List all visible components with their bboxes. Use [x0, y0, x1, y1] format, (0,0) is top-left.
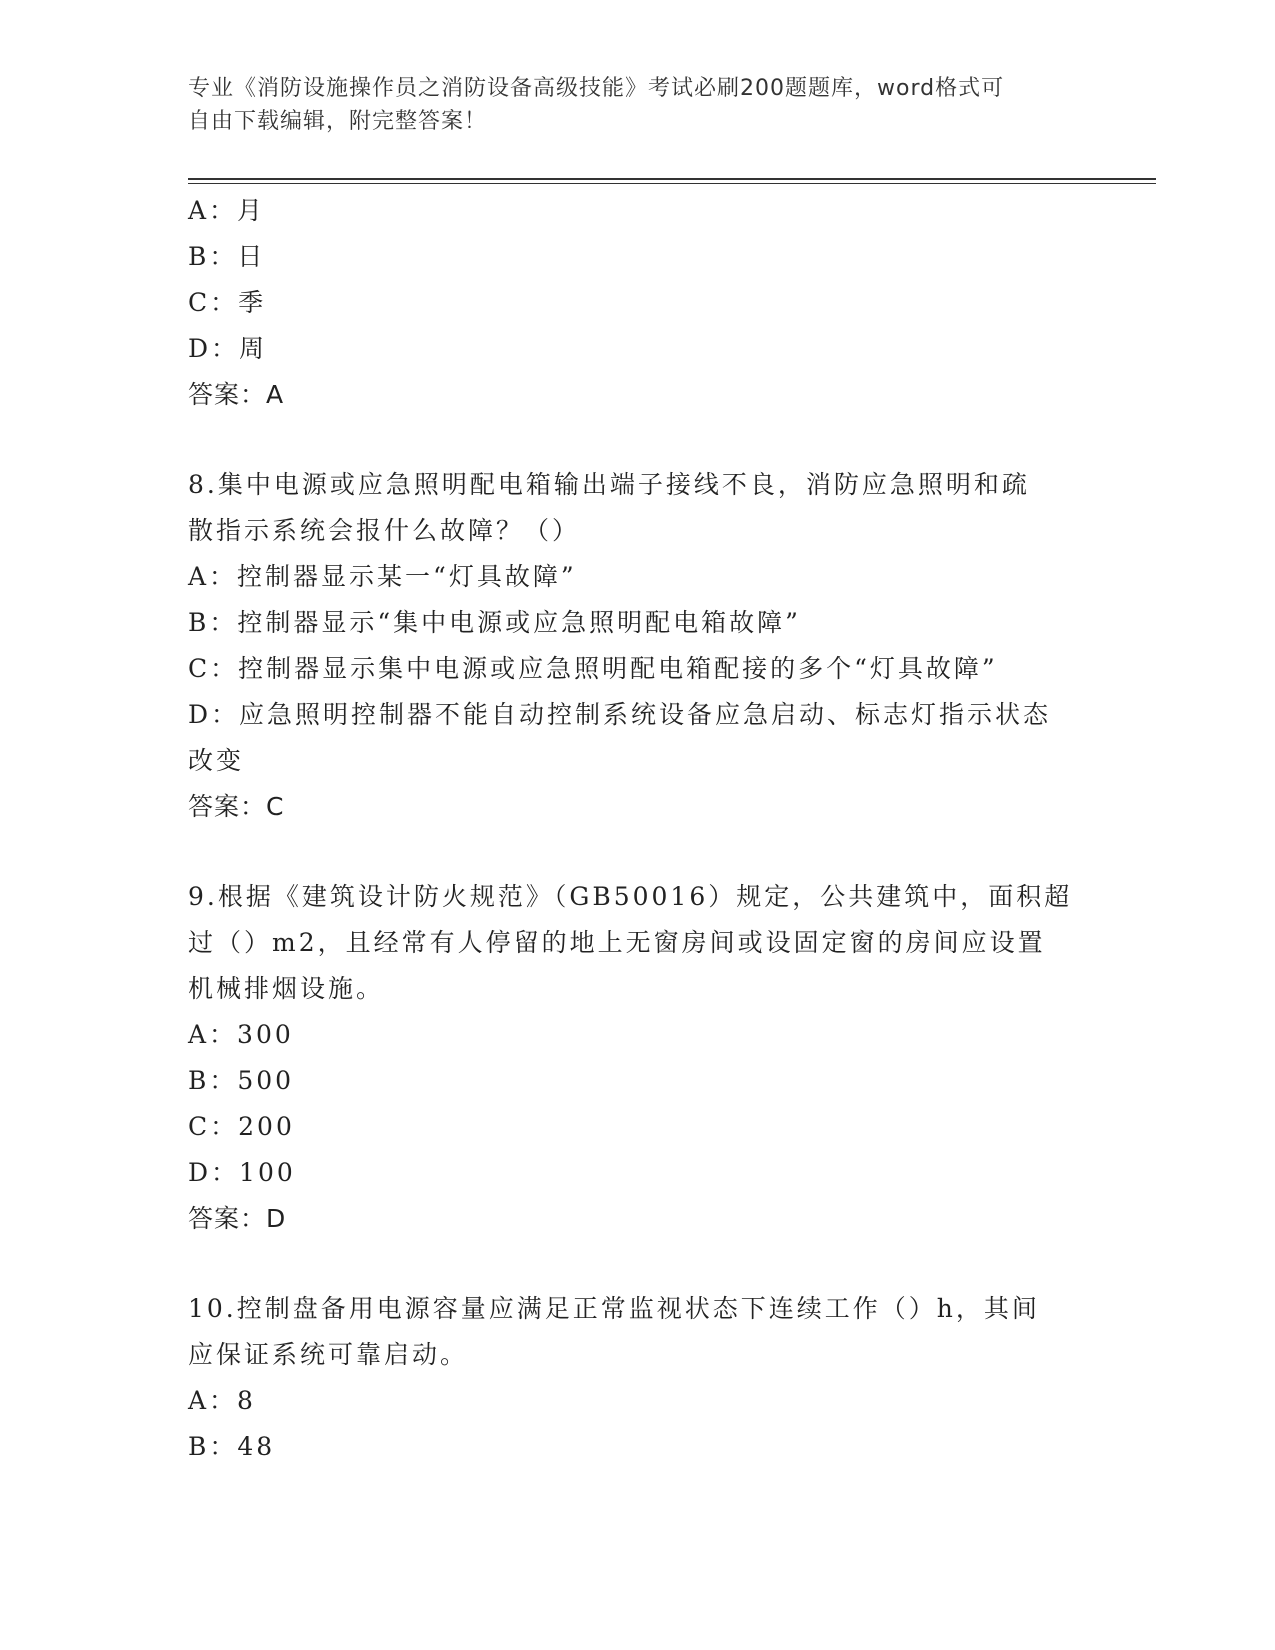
question-8 — [188, 462, 1088, 830]
option-b: B：控制器显示“集中电源或应急照明配电箱故障” — [188, 608, 801, 637]
option-b: B：日 — [188, 242, 266, 271]
question-10 — [188, 1286, 1088, 1470]
option-b: B：500 — [188, 1066, 295, 1095]
question-title-line-1: 9.根据《建筑设计防火规范》（GB50016）规定，公共建筑中，面积超 — [188, 882, 1073, 911]
question-title-line-2: 过（）m2，且经常有人停留的地上无窗房间或设固定窗的房间应设置 — [188, 928, 1046, 957]
option-a: A：控制器显示某一“灯具故障” — [188, 562, 577, 591]
question-9 — [188, 874, 1088, 1242]
option-d: D：周 — [188, 334, 268, 363]
option-c: C：控制器显示集中电源或应急照明配电箱配接的多个“灯具故障” — [188, 654, 998, 683]
answer: 答案：C — [188, 792, 285, 821]
question-title-line-2: 应保证系统可靠启动。 — [188, 1340, 469, 1369]
option-a: A：月 — [188, 196, 266, 225]
option-a: A：300 — [188, 1020, 294, 1049]
spacer — [188, 1242, 1088, 1286]
option-c: C：季 — [188, 288, 267, 317]
header-rule-thin — [188, 183, 1156, 184]
question-title-line-2: 散指示系统会报什么故障？（） — [188, 516, 581, 545]
answer: 答案：D — [188, 1204, 287, 1233]
option-d: D：应急照明控制器不能自动控制系统设备应急启动、标志灯指示状态 — [188, 700, 1052, 729]
question-title-line-1: 8.集中电源或应急照明配电箱输出端子接线不良，消防应急照明和疏 — [188, 470, 1030, 499]
header-line-2: 自由下载编辑，附完整答案！ — [188, 109, 488, 134]
answer: 答案：A — [188, 380, 285, 409]
question-title-line-3: 机械排烟设施。 — [188, 974, 385, 1003]
spacer — [188, 830, 1088, 874]
option-b: B：48 — [188, 1432, 276, 1461]
document-header — [188, 72, 1068, 138]
header-rule-thick — [188, 178, 1156, 180]
spacer — [188, 418, 1088, 462]
option-a: A：8 — [188, 1386, 256, 1415]
question-title-line-1: 10.控制盘备用电源容量应满足正常监视状态下连续工作（）h，其间 — [188, 1294, 1040, 1323]
header-line-1: 专业《消防设施操作员之消防设备高级技能》考试必刷200题题库，word格式可 — [188, 76, 1005, 101]
option-d: D：100 — [188, 1158, 296, 1187]
option-d-continuation: 改变 — [188, 746, 245, 775]
question-list — [188, 188, 1088, 1470]
option-c: C：200 — [188, 1112, 295, 1141]
question-7 — [188, 188, 1088, 418]
